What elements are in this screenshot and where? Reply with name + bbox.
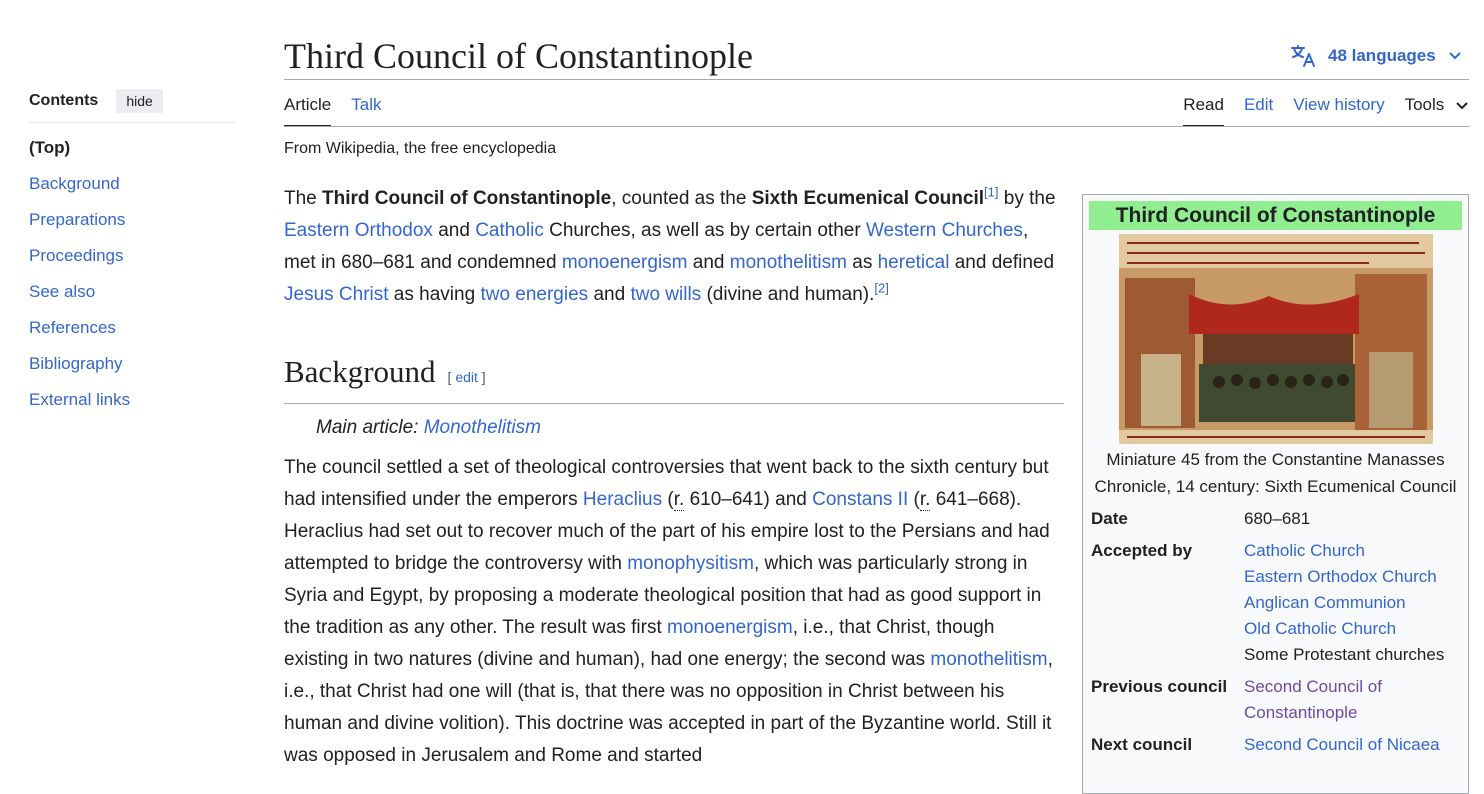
toc-header [29, 89, 235, 123]
title-divider [284, 79, 1469, 80]
text: 610–641) and [684, 489, 813, 510]
link-second-council-constantinople[interactable]: Second Council of Constantinople [1244, 677, 1382, 722]
chevron-down-icon [1448, 51, 1462, 61]
tabs-divider [284, 126, 1469, 127]
reign-abbr: r. [673, 489, 685, 510]
infobox-row-date [1089, 506, 1462, 532]
text: ( [662, 489, 674, 510]
text: , met in 680–681 and condemned [284, 220, 1029, 273]
link-monothelitism[interactable]: monothelitism [930, 649, 1048, 670]
tab-view-history[interactable]: View history [1293, 95, 1385, 114]
infobox-label: Next council [1091, 735, 1193, 754]
text: as [846, 252, 878, 273]
link-eastern-orthodox[interactable]: Eastern Orthodox [284, 220, 433, 241]
infobox-label: Date [1091, 509, 1128, 528]
tab-talk[interactable]: Talk [351, 95, 382, 114]
toc-item-background[interactable]: Background [29, 174, 120, 193]
text: Churches, as well as by certain other [543, 220, 866, 241]
toc-item-see-also[interactable]: See also [29, 282, 96, 301]
toc-item-bibliography[interactable]: Bibliography [29, 354, 123, 373]
infobox-value [1242, 668, 1462, 726]
text: and [588, 284, 631, 305]
reference-link[interactable]: [2] [874, 280, 889, 296]
toc-item-external-links[interactable]: External links [29, 390, 131, 409]
heading-text: Background [284, 354, 436, 389]
link-second-council-nicaea[interactable]: Second Council of Nicaea [1244, 735, 1440, 754]
toc-title: Contents [29, 92, 99, 109]
text: , i.e., that Christ, though existing in two natures (divine and human), had one energy; the second was [284, 617, 995, 670]
infobox-caption: Miniature 45 from the Constantine Manasses Chronicle, 14 century: Sixth Ecumenical Council [1094, 450, 1457, 496]
link-monoenergism[interactable]: monoenergism [561, 252, 688, 273]
bold-term: Third Council of Constantinople [322, 188, 612, 209]
text: , i.e., that Christ had one will (that is, that there was no opposition in Christ between his human and divine volition). This doctrine was accepted in part of the Byzantine world. Still it was opposed in Jerusalem and Rome and started [284, 649, 1053, 766]
link-catholic[interactable]: Catholic [475, 220, 544, 241]
infobox-row-next-council [1089, 726, 1462, 758]
link-two-wills[interactable]: two wills [630, 284, 702, 305]
infobox-title: Third Council of Constantinople [1089, 201, 1462, 230]
link-main-article[interactable]: Monothelitism [423, 417, 541, 438]
link-heretical[interactable]: heretical [877, 252, 950, 273]
infobox-row-accepted-by [1089, 532, 1462, 668]
site-tagline: From Wikipedia, the free encyclopedia [284, 140, 557, 157]
tab-article[interactable]: Article [284, 93, 331, 127]
view-tabs [1163, 93, 1469, 127]
infobox-value: 680–681 [1244, 509, 1311, 528]
toc-item-references[interactable]: References [29, 318, 116, 337]
toc-hide-button[interactable]: hide [116, 89, 162, 113]
link-jesus-christ[interactable]: Jesus Christ [284, 284, 389, 305]
infobox-value [1242, 532, 1462, 668]
text: The council settled a set of theological controversies that went back to the sixth century but had intensified under the emperors [284, 457, 1049, 510]
tools-label: Tools [1404, 95, 1445, 114]
section-heading-background [284, 352, 1064, 404]
text: by the [998, 188, 1056, 209]
reference-link[interactable]: [1] [984, 184, 999, 200]
text: , which was particularly strong in Syria and Egypt, by proposing a moderate theological position that had as good support in the tradition as any other. The result was first [284, 553, 1042, 638]
toc-item-preparations[interactable]: Preparations [29, 210, 126, 229]
infobox-value [1242, 726, 1462, 758]
lead-paragraph [284, 183, 1064, 311]
infobox-row-previous-council [1089, 668, 1462, 726]
link-constans-ii[interactable]: Constans II [812, 489, 909, 510]
infobox-table [1089, 506, 1462, 758]
infobox [1082, 194, 1469, 794]
language-count: 48 languages [1328, 46, 1436, 65]
hatnote [316, 414, 1064, 442]
tab-edit[interactable]: Edit [1243, 95, 1274, 114]
link-eastern-orthodox-church[interactable]: Eastern Orthodox Church [1244, 567, 1437, 586]
toc-item-top[interactable]: (Top) [29, 138, 71, 157]
infobox-label: Previous council [1091, 677, 1228, 696]
background-paragraph [284, 452, 1064, 772]
text: 641–668). Heraclius had set out to recover much of the part of his empire lost to the Persians and had attempted to bridge the controversy with [284, 489, 1050, 574]
tools-menu[interactable] [1405, 93, 1469, 127]
bold-term: Sixth Ecumenical Council [751, 188, 985, 209]
toc-item-proceedings[interactable]: Proceedings [29, 246, 124, 265]
article-body [284, 183, 1064, 772]
text: as having [388, 284, 481, 305]
text: , counted as the [611, 188, 752, 209]
text: and [432, 220, 476, 241]
link-monoenergism[interactable]: monoenergism [667, 617, 793, 638]
infobox-label: Accepted by [1091, 541, 1193, 560]
link-western-churches[interactable]: Western Churches [865, 220, 1023, 241]
language-button[interactable] [1290, 42, 1462, 70]
hatnote-prefix: Main article: [316, 417, 424, 438]
link-anglican-communion[interactable]: Anglican Communion [1244, 593, 1406, 612]
reign-abbr: r. [919, 489, 931, 510]
text: and [687, 252, 730, 273]
link-monothelitism[interactable]: monothelitism [729, 252, 847, 273]
section-edit: [ edit ] [447, 369, 486, 385]
table-of-contents [29, 89, 235, 425]
text: ( [908, 489, 920, 510]
translate-icon [1290, 44, 1318, 68]
link-two-energies[interactable]: two energies [480, 284, 589, 305]
link-heraclius[interactable]: Heraclius [582, 489, 663, 510]
miniature-image[interactable] [1119, 234, 1433, 444]
section-edit-link[interactable]: edit [455, 369, 478, 385]
text: The [284, 188, 323, 209]
namespace-tabs [284, 93, 401, 127]
text: (divine and human). [701, 284, 875, 305]
page-title: Third Council of Constantinople [284, 36, 753, 76]
toc-list [29, 137, 235, 425]
chevron-down-icon [1455, 101, 1469, 111]
infobox-text: Some Protestant churches [1244, 645, 1445, 664]
text: and defined [949, 252, 1055, 273]
tab-read[interactable]: Read [1183, 93, 1224, 127]
link-catholic-church[interactable]: Catholic Church [1244, 541, 1365, 560]
link-old-catholic-church[interactable]: Old Catholic Church [1244, 619, 1397, 638]
link-monophysitism[interactable]: monophysitism [627, 553, 754, 574]
